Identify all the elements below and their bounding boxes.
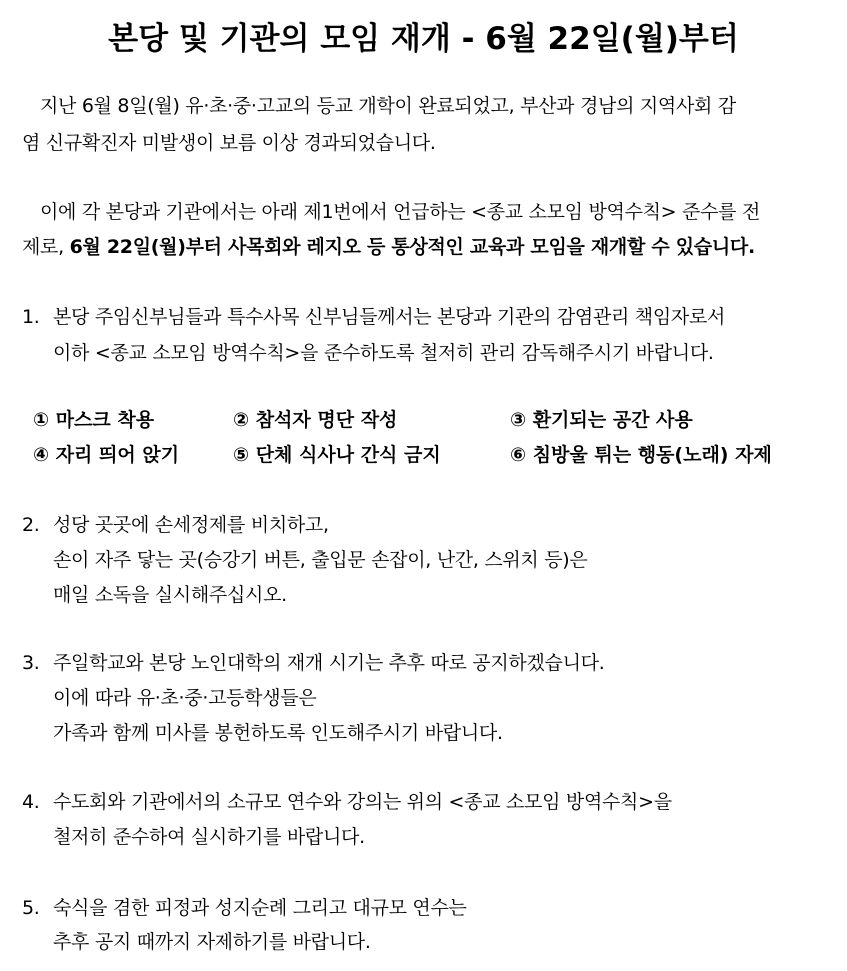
guideline-attendee-list: ② 참석자 명단 작성 [233,409,398,431]
item-3-line-3: 가족과 함께 미사를 봉헌하도록 인도해주시기 바랍니다. [53,722,503,744]
item-3-line-2: 이에 따라 유·초·중·고등학생들은 [53,687,317,709]
page-title: 본당 및 기관의 모임 재개 - 6월 22일(월)부터 [108,21,739,57]
guideline-mask: ① 마스크 착용 [33,409,155,431]
item-5-line-1: 숙식을 겸한 피정과 성지순례 그리고 대규모 연수는 [53,897,467,919]
item-1-line-1: 본당 주임신부님들과 특수사목 신부님들께서는 본당과 기관의 감염관리 책임자로서 [53,306,726,328]
item-1-line-2: 이하 <종교 소모임 방역수칙>을 준수하도록 철저히 관리 감독해주시기 바랍니다. [53,342,714,364]
guideline-distance-seating: ④ 자리 띄어 앉기 [33,444,180,466]
item-2-line-3: 매일 소독을 실시해주십시오. [53,584,287,606]
item-4-line-2: 철저히 준수하여 실시하기를 바랍니다. [53,826,365,848]
item-5-number: 5. [22,897,40,919]
intro-paragraph-1-line-1: 지난 6월 8일(월) 유·초·중·고교의 등교 개학이 완료되었고, 부산과 경남의 지역사회 감 [40,95,736,117]
guideline-no-singing: ⑥ 침방울 튀는 행동(노래) 자제 [510,444,772,466]
intro-paragraph-2-line-2 [22,232,755,262]
item-2-number: 2. [22,514,40,536]
item-2-line-1: 성당 곳곳에 손세정제를 비치하고, [53,514,329,536]
item-3-number: 3. [22,652,40,674]
intro-paragraph-2-prefix: 제로, [22,236,70,258]
intro-paragraph-1-line-2: 염 신규확진자 미발생이 보름 이상 경과되었습니다. [22,132,436,154]
intro-paragraph-2-line-1: 이에 각 본당과 기관에서는 아래 제1번에서 언급하는 <종교 소모임 방역수칙> 준수를 전 [40,201,761,223]
item-3-line-1: 주일학교와 본당 노인대학의 재개 시기는 추후 따로 공지하겠습니다. [53,652,605,674]
guideline-ventilation: ③ 환기되는 공간 사용 [510,409,693,431]
item-5-line-2: 추후 공지 때까지 자제하기를 바랍니다. [53,931,371,953]
resume-date-announcement: 6월 22일(월)부터 사목회와 레지오 등 통상적인 교육과 모임을 재개할 수 있습니다. [69,236,755,258]
item-4-number: 4. [22,791,40,813]
item-2-line-2: 손이 자주 닿는 곳(승강기 버튼, 출입문 손잡이, 난간, 스위치 등)은 [53,549,588,571]
guideline-no-group-meals: ⑤ 단체 식사나 간식 금지 [233,444,441,466]
item-1-number: 1. [22,306,40,328]
item-4-line-1: 수도회와 기관에서의 소규모 연수와 강의는 위의 <종교 소모임 방역수칙>을 [53,791,672,813]
